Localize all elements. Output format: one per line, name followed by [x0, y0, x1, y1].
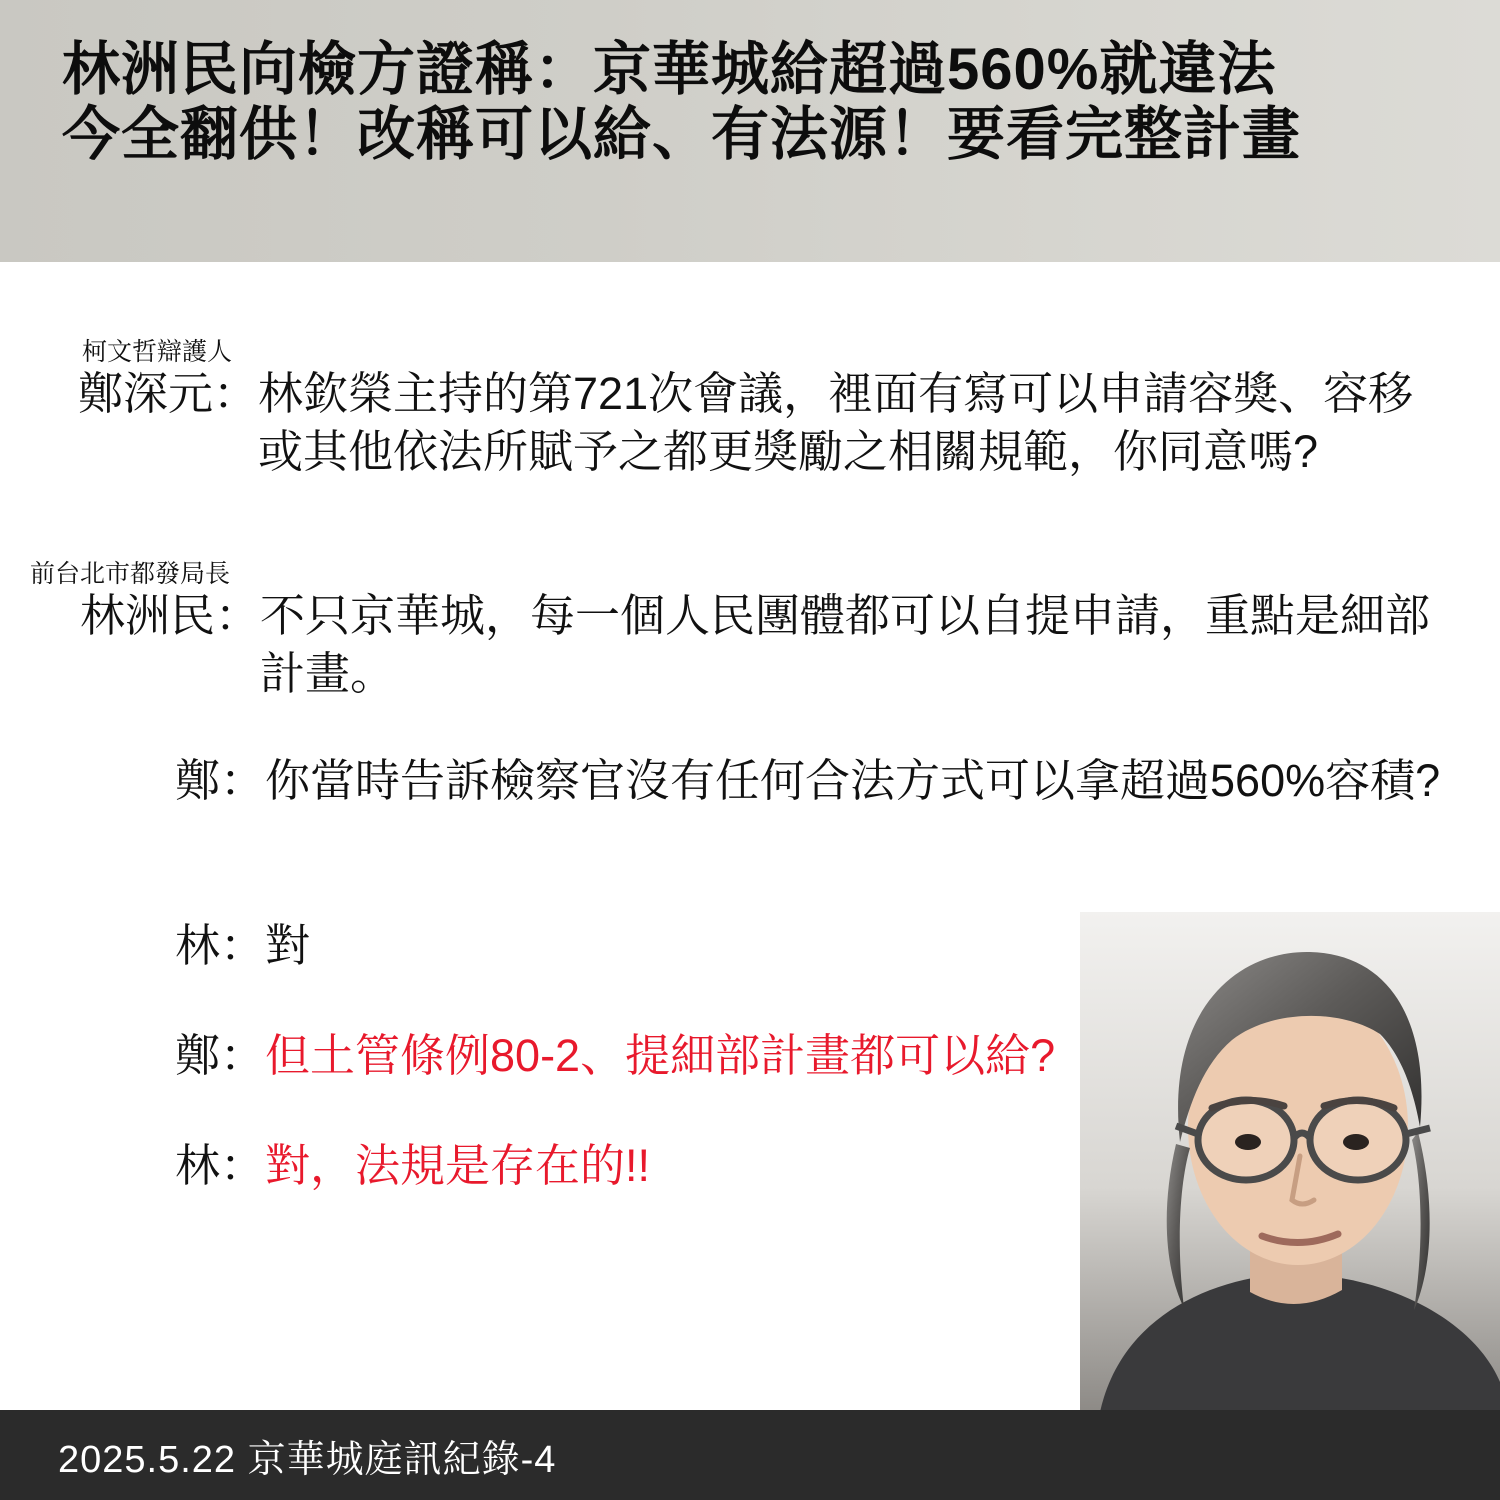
speaker-name: 林洲民：	[80, 590, 261, 641]
footer-bar	[0, 1410, 1500, 1500]
dialogue-item	[0, 752, 1500, 810]
utterance-text: 林欽榮主持的第721次會議，裡面有寫可以申請容獎、容移或其他依法所賦予之都更獎勵之相關規範，你同意嗎?	[258, 368, 1414, 477]
speaker-name: 林：	[175, 920, 266, 971]
speaker-name: 鄭：	[175, 1030, 266, 1081]
header-banner	[0, 0, 1500, 262]
dialogue-item	[0, 562, 1500, 702]
speaker-name: 鄭：	[175, 755, 266, 806]
utterance-text: 不只京華城，每一個人民團體都可以自提申請，重點是細部計畫。	[260, 590, 1431, 699]
header-title-line-1: 林洲民向檢方證稱：京華城給超過560%就違法	[62, 37, 1277, 102]
utterance-text: 但土管條例80-2、提細部計畫都可以給?	[265, 1030, 1056, 1081]
speaker-name: 林：	[175, 1140, 266, 1191]
utterance-text: 你當時告訴檢察官沒有任何合法方式可以拿超過560%容積?	[265, 755, 1441, 806]
utterance-text: 對	[265, 920, 311, 971]
portrait-photo	[1080, 912, 1500, 1412]
role-tag: 柯文哲辯護人	[82, 338, 233, 366]
header-title-line-2: 今全翻供！改稱可以給、有法源！要看完整計畫	[62, 101, 1302, 167]
footer-caption: 2025.5.22 京華城庭訊紀錄-4	[58, 1438, 557, 1481]
dialogue-item	[0, 340, 1500, 480]
speaker-name: 鄭深元：	[78, 368, 259, 419]
role-tag: 前台北市都發局長	[30, 560, 231, 588]
utterance-text: 對，法規是存在的!!	[265, 1140, 651, 1191]
